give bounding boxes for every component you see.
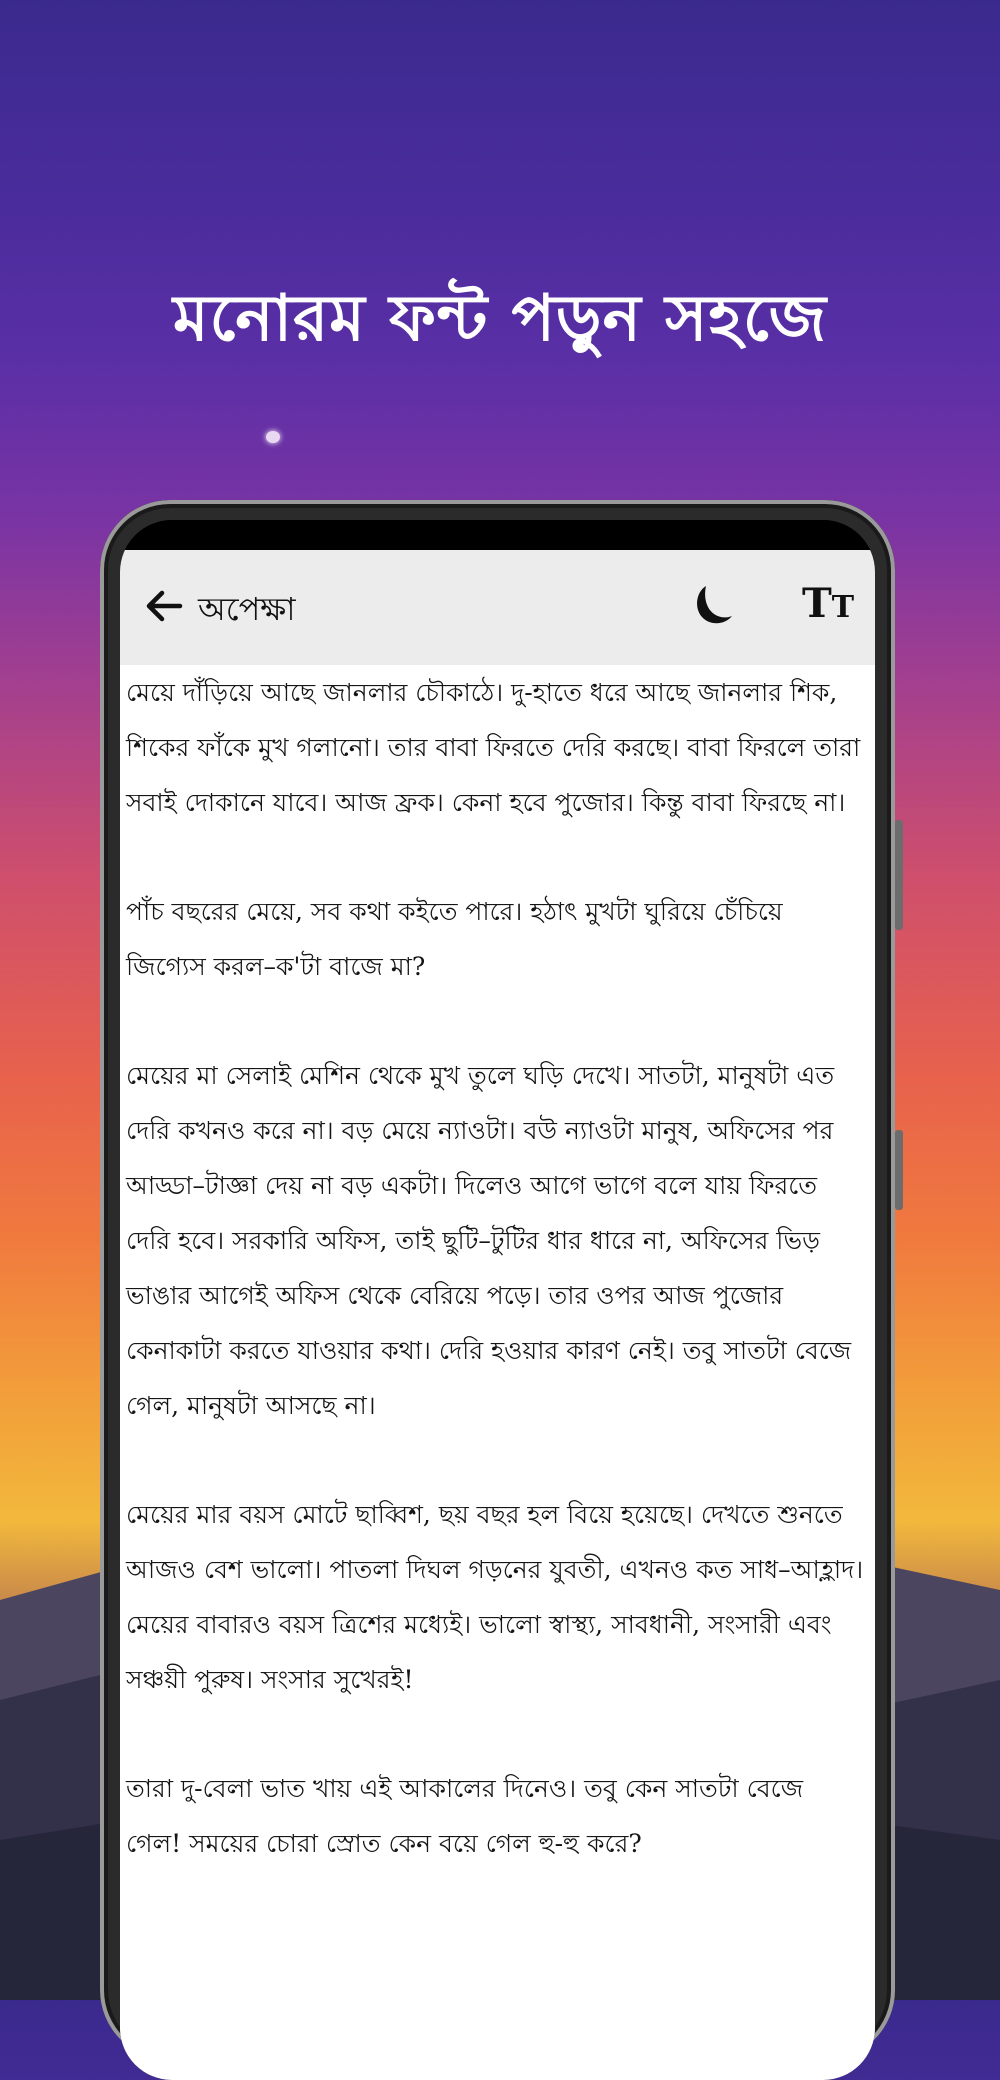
story-paragraph: মেয়ের মা সেলাই মেশিন থেকে মুখ তুলে ঘড়ি দেখে। সাতটা, মানুষটা এত দেরি কখনও করে না। বড় মেয়ে ন্যাওটা। বউ ন্যাওটা মানুষ, অফিসের পর আড্ডা–টাজ্ঞা দেয় না বড় একটা। দিলেও আগে ভাগে বলে যায় ফিরতে দেরি হবে। সরকারি অফিস, তাই ছুটি–টুটির ধার ধারে না, অফিসের ভিড় ভাঙার আগেই অফিস থেকে বেরিয়ে পড়ে। তার ওপর আজ পুজোর কেনাকাটা করতে যাওয়ার কথা। দেরি হওয়ার কারণ নেই। তবু সাতটা বেজে গেল, মানুষটা আসছে না। <box>126 1061 852 1420</box>
text-size-icon: TT <box>802 580 855 627</box>
phone-side-button <box>895 820 903 930</box>
story-content[interactable] <box>120 665 875 2080</box>
app-title: অপেক্ষা <box>198 590 296 628</box>
status-bar <box>120 520 875 550</box>
night-mode-button[interactable] <box>688 580 738 630</box>
font-size-button[interactable] <box>802 580 854 630</box>
moon-icon <box>688 580 738 630</box>
story-paragraph: মেয়ের মার বয়স মোটে ছাব্বিশ, ছয় বছর হল বিয়ে হয়েছে। দেখতে শুনতে আজও বেশ ভালো। পাতলা দিঘল গড়নের যুবতী, এখনও কত সাধ–আহ্লাদ। মেয়ের বাবারও বয়স ত্রিশের মধ্যেই। ভালো স্বাস্থ্য, সাবধানী, সংসারী এবং সঞ্চয়ী পুরুষ। সংসার সুখেরই! <box>126 1500 864 1694</box>
phone-side-button <box>895 1130 903 1210</box>
story-paragraph: মেয়ে দাঁড়িয়ে আছে জানলার চৌকাঠে। দু-হাতে ধরে আছে জানলার শিক, শিকের ফাঁকে মুখ গলানো। তার বাবা ফিরতে দেরি করছে। বাবা ফিরলে তারা সবাই দোকানে যাবে। আজ ফ্রক। কেনা হবে পুজোর। কিন্তু বাবা ফিরছে না। <box>126 678 861 817</box>
story-paragraph: পাঁচ বছরের মেয়ে, সব কথা কইতে পারে। হঠাৎ মুখটা ঘুরিয়ে চেঁচিয়ে জিগ্যেস করল–ক'টা বাজে মা? <box>126 897 783 981</box>
glowing-dot <box>266 431 280 443</box>
phone-frame <box>100 500 895 2060</box>
app-bar <box>120 550 875 665</box>
back-button[interactable] <box>142 584 186 628</box>
phone-screen <box>120 520 875 2080</box>
arrow-left-icon <box>142 584 186 628</box>
promo-headline: মনোরম ফন্ট পড়ুন সহজে <box>173 281 827 356</box>
story-paragraph: তারা দু-বেলা ভাত খায় এই আকালের দিনেও। তবু কেন সাতটা বেজে গেল! সময়ের চোরা স্রোত কেন বয়ে গেল হু-হু করে? <box>126 1774 804 1858</box>
